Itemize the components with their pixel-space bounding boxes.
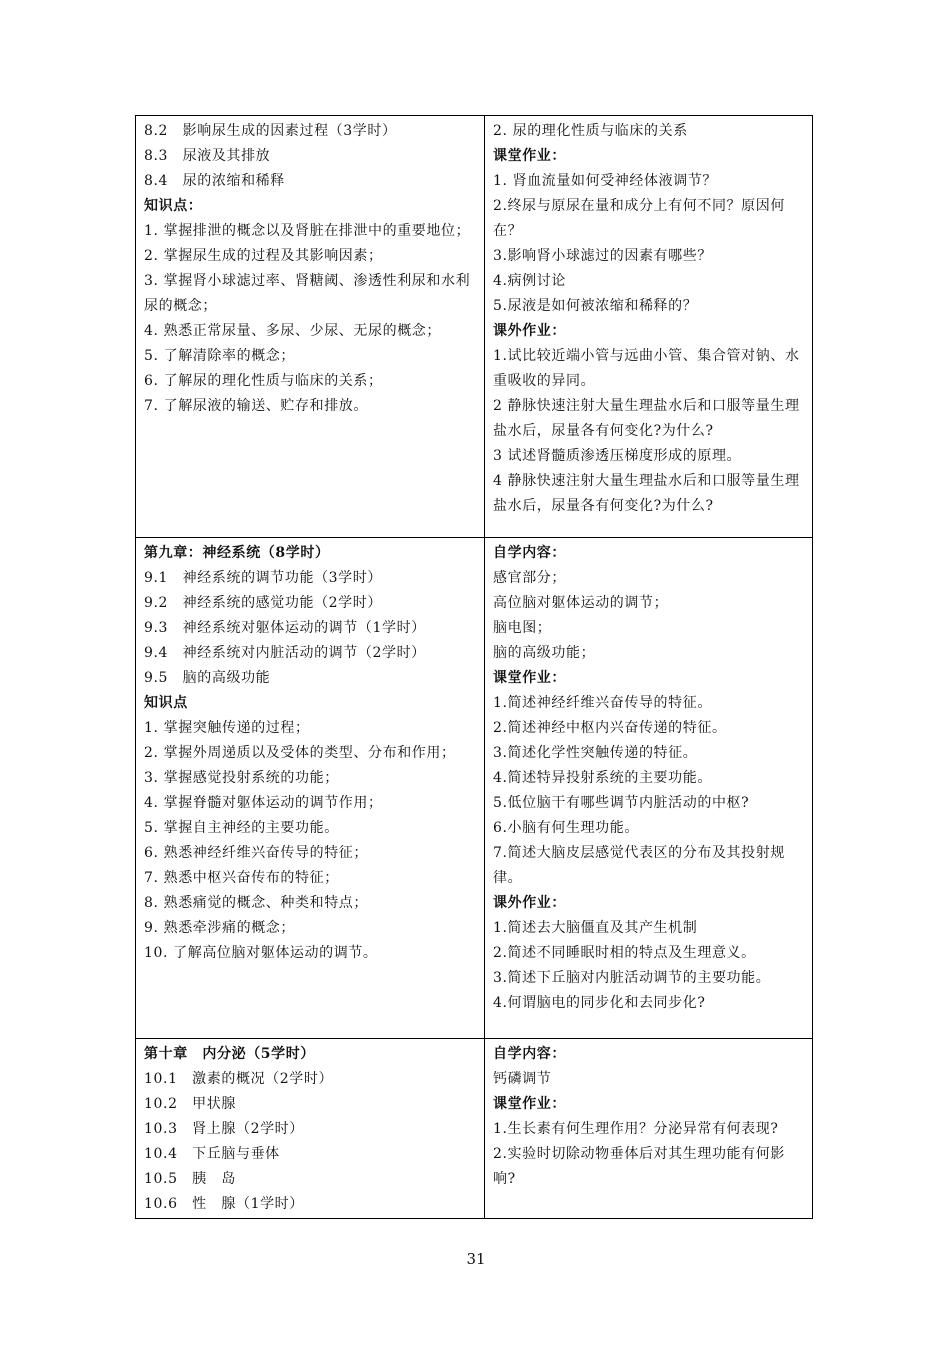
text-line: 9.5 脑的高级功能	[144, 670, 271, 686]
text-line: 4.简述特异投射系统的主要功能。	[493, 770, 712, 786]
text-line: 5. 了解清除率的概念；	[144, 348, 296, 364]
section-heading: 课外作业：	[493, 895, 566, 911]
text-line: 1.生长素有何生理作用？分泌异常有何表现?	[493, 1121, 779, 1137]
text-line: 2. 掌握外周递质以及受体的类型、分布和作用；	[144, 745, 456, 761]
section-heading: 课外作业：	[493, 323, 566, 339]
text-line: 7. 了解尿液的输送、贮存和排放。	[144, 398, 369, 414]
text-line: 9.2 神经系统的感觉功能（2学时）	[144, 595, 382, 611]
text-line: 2.简述神经中枢内兴奋传递的特征。	[493, 720, 727, 736]
text-line: 2. 掌握尿生成的过程及其影响因素；	[144, 248, 383, 264]
text-line: 7. 熟悉中枢兴奋传布的特征；	[144, 870, 339, 886]
text-line: 3. 掌握肾小球滤过率、肾糖阈、渗透性利尿和水利尿的概念；	[144, 273, 471, 314]
text-line: 1.简述去大脑僵直及其产生机制	[493, 920, 698, 936]
text-line: 5.尿液是如何被浓缩和稀释的？	[493, 298, 698, 314]
text-line: 3.影响肾小球滤过的因素有哪些？	[493, 248, 712, 264]
curriculum-table	[135, 115, 813, 1219]
text-line: 4. 熟悉正常尿量、多尿、少尿、无尿的概念；	[144, 323, 442, 339]
text-line: 6. 熟悉神经纤维兴奋传导的特征；	[144, 845, 369, 861]
text-line: 8.3 尿液及其排放	[144, 148, 271, 164]
table-row	[136, 538, 813, 1039]
section-heading: 课堂作业：	[493, 670, 566, 686]
text-line: 2. 尿的理化性质与临床的关系	[493, 123, 688, 139]
text-line: 4. 掌握脊髓对躯体运动的调节作用；	[144, 795, 383, 811]
text-line: 6.小脑有何生理功能。	[493, 820, 639, 836]
cell-chapter10-assignments	[485, 1039, 813, 1219]
text-line: 10.6 性 腺（1学时）	[144, 1196, 304, 1212]
text-line: 3. 掌握感觉投射系统的功能；	[144, 770, 339, 786]
text-line: 9.4 神经系统对内脏活动的调节（2学时）	[144, 645, 426, 661]
text-line: 4 静脉快速注射大量生理盐水后和口服等量生理盐水后，尿量各有何变化?为什么?	[493, 473, 800, 514]
text-line: 2.简述不同睡眠时相的特点及生理意义。	[493, 945, 756, 961]
text-line: 1. 肾血流量如何受神经体液调节？	[493, 173, 718, 189]
section-heading: 知识点：	[144, 198, 203, 214]
text-line: 3.简述下丘脑对内脏活动调节的主要功能。	[493, 970, 771, 986]
text-line: 8. 熟悉痛觉的概念、种类和特点；	[144, 895, 369, 911]
section-heading: 课堂作业：	[493, 148, 566, 164]
section-heading: 自学内容：	[493, 1046, 566, 1062]
text-line: 6. 了解尿的理化性质与临床的关系；	[144, 373, 383, 389]
section-heading: 第十章 内分泌（5学时）	[144, 1046, 315, 1062]
text-line: 1.简述神经纤维兴奋传导的特征。	[493, 695, 712, 711]
text-line: 钙磷调节	[493, 1071, 552, 1087]
table-row	[136, 1039, 813, 1219]
text-line: 8.4 尿的浓缩和稀释	[144, 173, 285, 189]
cell-chapter9-assignments	[485, 538, 813, 1039]
table-row	[136, 116, 813, 538]
text-line: 2 静脉快速注射大量生理盐水后和口服等量生理盐水后，尿量各有何变化?为什么?	[493, 398, 800, 439]
text-line: 9.1 神经系统的调节功能（3学时）	[144, 570, 382, 586]
text-line: 3 试述肾髓质渗透压梯度形成的原理。	[493, 448, 742, 464]
text-line: 4.何谓脑电的同步化和去同步化?	[493, 995, 706, 1011]
text-line: 1.试比较近端小管与远曲小管、集合管对钠、水重吸收的异同。	[493, 348, 800, 389]
text-line: 5. 掌握自主神经的主要功能。	[144, 820, 339, 836]
text-line: 脑的高级功能；	[493, 645, 596, 661]
section-heading: 知识点	[144, 695, 188, 711]
text-line: 9.3 神经系统对躯体运动的调节（1学时）	[144, 620, 426, 636]
text-line: 7.简述大脑皮层感觉代表区的分布及其投射规律。	[493, 845, 785, 886]
text-line: 2.终尿与原尿在量和成分上有何不同？原因何在？	[493, 198, 785, 239]
page-number: 31	[466, 1250, 486, 1268]
text-line: 10.5 胰 岛	[144, 1171, 236, 1187]
text-line: 2.实验时切除动物垂体后对其生理功能有何影响?	[493, 1146, 785, 1187]
text-line: 感官部分；	[493, 570, 566, 586]
text-line: 1. 掌握突触传递的过程；	[144, 720, 310, 736]
text-line: 8.2 影响尿生成的因素过程（3学时）	[144, 123, 397, 139]
section-heading: 第九章：神经系统（8学时）	[144, 545, 330, 561]
text-line: 1. 掌握排泄的概念以及肾脏在排泄中的重要地位；	[144, 223, 471, 239]
text-line: 5.低位脑干有哪些调节内脏活动的中枢?	[493, 795, 750, 811]
section-heading: 自学内容：	[493, 545, 566, 561]
cell-chapter8-assignments	[485, 116, 813, 538]
text-line: 10.4 下丘脑与垂体	[144, 1146, 280, 1162]
text-line: 3.简述化学性突触传递的特征。	[493, 745, 698, 761]
cell-chapter9-topics	[136, 538, 485, 1039]
text-line: 4.病例讨论	[493, 273, 566, 289]
text-line: 10.2 甲状腺	[144, 1096, 236, 1112]
text-line: 10. 了解高位脑对躯体运动的调节。	[144, 945, 378, 961]
cell-chapter8-topics	[136, 116, 485, 538]
text-line: 9. 熟悉牵涉痛的概念；	[144, 920, 296, 936]
cell-chapter10-topics	[136, 1039, 485, 1219]
section-heading: 课堂作业：	[493, 1096, 566, 1112]
text-line: 10.1 激素的概况（2学时）	[144, 1071, 334, 1087]
text-line: 脑电图；	[493, 620, 552, 636]
text-line: 高位脑对躯体运动的调节；	[493, 595, 669, 611]
text-line: 10.3 肾上腺（2学时）	[144, 1121, 304, 1137]
